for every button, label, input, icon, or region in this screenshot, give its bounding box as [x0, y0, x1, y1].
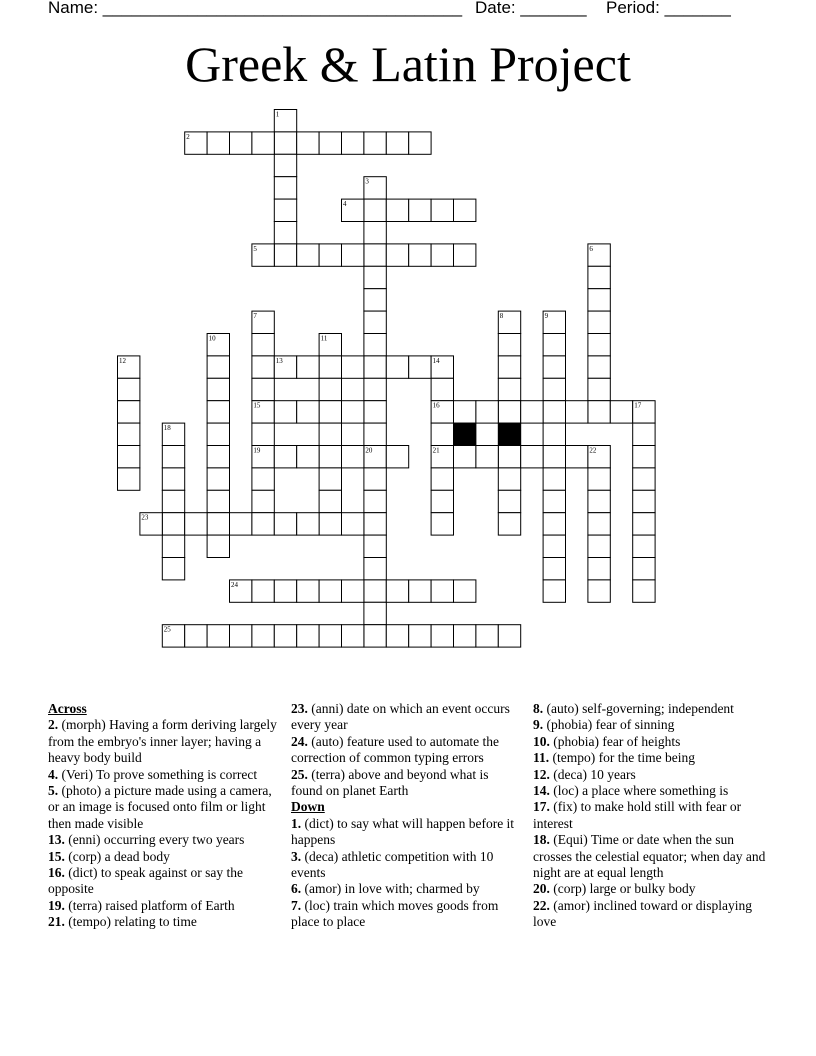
crossword-cell[interactable] — [633, 558, 655, 580]
crossword-cell[interactable] — [386, 356, 408, 378]
crossword-cell[interactable] — [364, 401, 386, 423]
crossword-cell[interactable] — [319, 244, 341, 266]
crossword-cell[interactable] — [207, 535, 229, 557]
crossword-cell[interactable] — [364, 602, 386, 624]
crossword-cell[interactable] — [364, 334, 386, 356]
crossword-cell[interactable] — [319, 490, 341, 512]
down-clue — [533, 881, 768, 897]
crossword-cell[interactable] — [431, 513, 453, 535]
clue-number: 8. — [533, 701, 544, 716]
crossword-cell[interactable] — [633, 580, 655, 602]
clue-number: 23. — [291, 701, 308, 716]
crossword-cell[interactable] — [364, 132, 386, 154]
down-clue — [533, 750, 768, 766]
clue-number-label: 21 — [432, 446, 440, 455]
crossword-cell[interactable] — [274, 244, 296, 266]
clue-number-label: 4 — [343, 200, 347, 209]
crossword-cell[interactable] — [588, 311, 610, 333]
crossword-cell[interactable] — [454, 580, 476, 602]
clue-text: (amor) in love with; charmed by — [301, 881, 480, 897]
clue-number: 3. — [291, 848, 302, 864]
crossword-cell[interactable] — [633, 490, 655, 512]
clue-number-label: 2 — [186, 132, 190, 141]
down-clue — [291, 898, 523, 931]
clue-number-label: 19 — [253, 446, 261, 455]
crossword-cell[interactable] — [342, 580, 364, 602]
crossword-cell[interactable] — [319, 446, 341, 468]
crossword-cell[interactable] — [633, 535, 655, 557]
clue-number: 2. — [48, 717, 59, 733]
crossword-cell[interactable] — [364, 580, 386, 602]
clue-text: (deca) athletic competition with 10 events — [291, 848, 494, 881]
crossword-cell[interactable] — [319, 132, 341, 154]
crossword-cell[interactable] — [588, 468, 610, 490]
crossword-cell[interactable] — [543, 446, 565, 468]
crossword-cell[interactable] — [162, 490, 184, 512]
across-clue — [48, 849, 280, 865]
clue-number: 7. — [291, 897, 302, 913]
crossword-cell[interactable] — [566, 401, 588, 423]
crossword-cell[interactable] — [207, 625, 229, 647]
down-clue — [291, 881, 523, 897]
crossword-cell[interactable] — [543, 513, 565, 535]
crossword-cell[interactable] — [431, 378, 453, 400]
down-clue — [533, 898, 768, 931]
down-clue — [533, 767, 768, 783]
clue-number: 24. — [291, 733, 308, 749]
clue-number-label: 15 — [253, 401, 261, 410]
clue-number: 5. — [48, 783, 59, 799]
crossword-cell[interactable] — [274, 446, 296, 468]
crossword-cell[interactable] — [498, 356, 520, 378]
crossword-cell[interactable] — [476, 625, 498, 647]
clue-number-label: 22 — [589, 446, 597, 455]
crossword-cell[interactable] — [588, 513, 610, 535]
clue-text: (enni) occurring every two years — [64, 832, 245, 848]
crossword-cell[interactable] — [386, 446, 408, 468]
crossword-cell[interactable] — [633, 423, 655, 445]
clue-number: 6. — [291, 881, 302, 897]
clue-text: (phobia) fear of sinning — [543, 717, 675, 733]
crossword-cell[interactable] — [207, 401, 229, 423]
crossword-cell[interactable] — [543, 490, 565, 512]
clue-number-label: 8 — [499, 312, 504, 321]
clue-text: (fix) to make hold still with fear or interest — [533, 799, 742, 831]
crossword-cell[interactable] — [588, 490, 610, 512]
clue-number: 20. — [533, 881, 550, 897]
crossword-cell[interactable] — [521, 401, 543, 423]
crossword-cell[interactable] — [319, 513, 341, 535]
crossword-cell[interactable] — [162, 446, 184, 468]
clue-number: 1. — [291, 815, 302, 831]
crossword-cell[interactable] — [274, 199, 296, 221]
clue-number-label: 9 — [544, 312, 549, 321]
crossword-cell[interactable] — [364, 625, 386, 647]
crossword-cell[interactable] — [118, 446, 140, 468]
crossword-cell[interactable] — [633, 468, 655, 490]
clue-text: (phobia) fear of heights — [549, 733, 681, 749]
crossword-cell[interactable] — [364, 289, 386, 311]
crossword-cell[interactable] — [543, 378, 565, 400]
crossword-cell[interactable] — [342, 356, 364, 378]
crossword-cell[interactable] — [118, 378, 140, 400]
crossword-cell[interactable] — [297, 446, 319, 468]
crossword-cell[interactable] — [297, 132, 319, 154]
crossword-cell[interactable] — [543, 401, 565, 423]
crossword-cell[interactable] — [252, 468, 274, 490]
clue-number: 17. — [533, 799, 550, 815]
clue-number: 19. — [48, 897, 65, 913]
clue-number: 14. — [533, 783, 550, 799]
crossword-cell[interactable] — [364, 222, 386, 244]
crossword-cell[interactable] — [498, 334, 520, 356]
crossword-cell[interactable] — [386, 580, 408, 602]
crossword-cell[interactable] — [454, 244, 476, 266]
crossword-cell[interactable] — [498, 446, 520, 468]
date-field[interactable]: Date: _______ — [475, 0, 587, 17]
clue-text: (morph) Having a form deriving largely from the embryo's inner layer; having a heavy body build — [48, 717, 277, 766]
crossword-cell[interactable] — [185, 513, 207, 535]
clue-number-label: 20 — [365, 446, 373, 455]
crossword-cell[interactable] — [274, 580, 296, 602]
crossword-cell[interactable] — [566, 446, 588, 468]
crossword-cell[interactable] — [409, 580, 431, 602]
clue-number-label: 10 — [208, 334, 216, 343]
crossword-cell[interactable] — [319, 356, 341, 378]
crossword-cell[interactable] — [252, 356, 274, 378]
across-clue — [48, 717, 280, 766]
crossword-cell[interactable] — [162, 558, 184, 580]
clue-text: (loc) train which moves goods from place to place — [291, 897, 499, 930]
clue-text: (photo) a picture made using a camera, or an image is focused onto film or light then made visible — [48, 783, 272, 831]
clue-number-label: 24 — [231, 580, 238, 589]
crossword-cell[interactable] — [319, 378, 341, 400]
crossword-cell[interactable] — [364, 423, 386, 445]
down-clue — [533, 734, 768, 750]
crossword-cell[interactable] — [364, 535, 386, 557]
clue-text: (tempo) for the time being — [549, 750, 695, 766]
crossword-cell[interactable] — [319, 468, 341, 490]
crossword-cell[interactable] — [543, 558, 565, 580]
clue-number: 25. — [291, 766, 308, 782]
down-clue — [291, 849, 523, 882]
crossword-cell[interactable] — [476, 446, 498, 468]
crossword-cell[interactable] — [252, 378, 274, 400]
across-heading: Across — [48, 701, 87, 716]
clue-number-label: 17 — [634, 401, 642, 410]
clue-column-3 — [533, 701, 768, 931]
crossword-cell[interactable] — [252, 334, 274, 356]
crossword-cell[interactable] — [252, 580, 274, 602]
clue-column-1 — [48, 701, 280, 931]
crossword-cell[interactable] — [230, 625, 252, 647]
crossword-cell[interactable] — [498, 490, 520, 512]
clue-text: (loc) a place where something is — [549, 783, 729, 799]
crossword-cell[interactable] — [431, 244, 453, 266]
across-clue — [48, 832, 280, 848]
clue-number-label: 11 — [320, 334, 328, 343]
crossword-cell[interactable] — [118, 401, 140, 423]
crossword-cell[interactable] — [364, 199, 386, 221]
crossword-cell[interactable] — [431, 199, 453, 221]
crossword-cell[interactable] — [207, 468, 229, 490]
crossword-cell[interactable] — [185, 625, 207, 647]
crossword-cell[interactable] — [409, 199, 431, 221]
crossword-cell[interactable] — [274, 401, 296, 423]
clue-text: (auto) self-governing; independent — [543, 701, 734, 716]
crossword-cell[interactable] — [274, 222, 296, 244]
clue-number: 10. — [533, 733, 550, 749]
crossword-cell[interactable] — [543, 356, 565, 378]
clue-number: 4. — [48, 766, 59, 782]
crossword-cell[interactable] — [342, 132, 364, 154]
clue-number-label: 1 — [275, 110, 280, 119]
crossword-cell[interactable] — [342, 401, 364, 423]
down-clue — [533, 701, 768, 717]
across-clue — [48, 865, 280, 898]
clue-text: (deca) 10 years — [549, 766, 636, 782]
crossword-cell[interactable] — [431, 490, 453, 512]
clue-text: (auto) feature used to automate the correction of common typing errors — [291, 733, 500, 766]
crossword-cell[interactable] — [207, 132, 229, 154]
clue-text: (dict) to speak against or say the opposite — [48, 865, 243, 897]
crossword-cell[interactable] — [364, 356, 386, 378]
crossword-cell[interactable] — [364, 266, 386, 288]
crossword-cell[interactable] — [543, 535, 565, 557]
crossword-cell[interactable] — [498, 468, 520, 490]
crossword-cell[interactable] — [297, 625, 319, 647]
crossword-cell[interactable] — [588, 401, 610, 423]
crossword-cell[interactable] — [162, 513, 184, 535]
page-title: Greek & Latin Project — [185, 36, 631, 92]
crossword-cell[interactable] — [588, 535, 610, 557]
crossword-cell[interactable] — [207, 446, 229, 468]
clue-number-label: 23 — [141, 513, 149, 522]
clue-number-label: 18 — [163, 424, 171, 433]
across-clue — [291, 701, 523, 734]
crossword-cell[interactable] — [297, 244, 319, 266]
down-clue — [533, 783, 768, 799]
crossword-cell[interactable] — [364, 468, 386, 490]
clue-text: (corp) large or bulky body — [549, 881, 696, 897]
crossword-cell[interactable] — [521, 446, 543, 468]
clue-number: 22. — [533, 897, 550, 913]
crossword-cell[interactable] — [476, 401, 498, 423]
crossword-cell[interactable] — [588, 378, 610, 400]
clue-number: 9. — [533, 717, 544, 733]
across-clue — [291, 767, 523, 800]
across-clue — [48, 783, 280, 832]
crossword-cell[interactable] — [409, 356, 431, 378]
crossword-cell[interactable] — [207, 356, 229, 378]
period-field[interactable]: Period: _______ — [606, 0, 731, 17]
clue-number-label: 5 — [253, 244, 257, 253]
clue-text: (corp) a dead body — [64, 848, 170, 864]
clue-number: 16. — [48, 865, 65, 881]
clue-number-label: 13 — [275, 356, 283, 365]
down-heading: Down — [291, 799, 325, 815]
crossword-cell[interactable] — [498, 401, 520, 423]
crossword-cell[interactable] — [342, 446, 364, 468]
black-square — [454, 423, 476, 445]
clue-number-label: 14 — [432, 356, 440, 365]
crossword-cell[interactable] — [342, 625, 364, 647]
crossword-cell[interactable] — [230, 132, 252, 154]
crossword-cell[interactable] — [543, 423, 565, 445]
clue-number: 15. — [48, 848, 65, 864]
clue-text: (anni) date on which an event occurs every year — [291, 701, 510, 733]
crossword-cell[interactable] — [431, 423, 453, 445]
crossword-cell[interactable] — [386, 244, 408, 266]
crossword-cell[interactable] — [498, 378, 520, 400]
crossword-cell[interactable] — [364, 513, 386, 535]
clue-number-label: 7 — [253, 312, 257, 321]
crossword-cell[interactable] — [297, 401, 319, 423]
clue-text: (tempo) relating to time — [64, 914, 197, 930]
crossword-cell[interactable] — [633, 513, 655, 535]
crossword-cell[interactable] — [409, 132, 431, 154]
clue-text: (terra) above and beyond what is found on planet Earth — [291, 766, 489, 799]
clue-number: 18. — [533, 832, 550, 848]
clue-number-label: 25 — [163, 625, 171, 634]
clue-number: 13. — [48, 832, 65, 848]
clue-number-label: 6 — [589, 244, 593, 253]
across-clue — [48, 898, 280, 914]
down-clue — [533, 832, 768, 881]
crossword-cell[interactable] — [252, 132, 274, 154]
crossword-cell[interactable] — [543, 334, 565, 356]
down-clue — [533, 717, 768, 733]
crossword-cell[interactable] — [431, 468, 453, 490]
crossword-cell[interactable] — [610, 401, 632, 423]
crossword-cell[interactable] — [498, 513, 520, 535]
crossword-cell[interactable] — [454, 401, 476, 423]
crossword-cell[interactable] — [207, 513, 229, 535]
crossword-cell[interactable] — [588, 356, 610, 378]
crossword-cell[interactable] — [230, 513, 252, 535]
crossword-cell[interactable] — [274, 154, 296, 176]
down-clue — [291, 816, 523, 849]
crossword-cell[interactable] — [297, 356, 319, 378]
crossword-cell[interactable] — [633, 446, 655, 468]
crossword-cell[interactable] — [207, 423, 229, 445]
clue-number-label: 12 — [119, 356, 126, 365]
crossword-cell[interactable] — [274, 177, 296, 199]
crossword-cell[interactable] — [386, 199, 408, 221]
crossword-cell[interactable] — [409, 625, 431, 647]
crossword-cell[interactable] — [409, 244, 431, 266]
crossword-cell[interactable] — [252, 490, 274, 512]
crossword-cell[interactable] — [252, 423, 274, 445]
clue-number: 21. — [48, 914, 65, 930]
crossword-cell[interactable] — [588, 266, 610, 288]
crossword-cell[interactable] — [118, 468, 140, 490]
clue-column-2 — [291, 701, 523, 931]
crossword-cell[interactable] — [386, 625, 408, 647]
crossword-cell[interactable] — [498, 625, 520, 647]
crossword-cell[interactable] — [207, 490, 229, 512]
crossword-cell[interactable] — [319, 401, 341, 423]
crossword-cell[interactable] — [274, 132, 296, 154]
crossword-cell[interactable] — [454, 446, 476, 468]
crossword-cell[interactable] — [319, 423, 341, 445]
across-clue — [48, 767, 280, 783]
crossword-cell[interactable] — [162, 535, 184, 557]
black-square — [498, 423, 520, 445]
crossword-cell[interactable] — [588, 334, 610, 356]
name-field[interactable]: Name: ______________________________________ — [48, 0, 463, 17]
crossword-cell[interactable] — [297, 580, 319, 602]
clue-text: (terra) raised platform of Earth — [64, 897, 235, 913]
clue-number: 12. — [533, 766, 550, 782]
clue-number-label: 3 — [365, 177, 369, 186]
crossword-cell[interactable] — [118, 423, 140, 445]
crossword-cell[interactable] — [588, 580, 610, 602]
across-clue — [48, 914, 280, 930]
down-clue — [533, 799, 768, 832]
clue-text: (amor) inclined toward or displaying love — [533, 897, 752, 930]
crossword-cell[interactable] — [588, 289, 610, 311]
crossword-cell[interactable] — [319, 580, 341, 602]
clue-number-label: 16 — [432, 401, 440, 410]
crossword-cell[interactable] — [454, 625, 476, 647]
crossword-cell[interactable] — [431, 580, 453, 602]
crossword-cell[interactable] — [342, 244, 364, 266]
crossword-cell[interactable] — [162, 468, 184, 490]
crossword-cell[interactable] — [364, 378, 386, 400]
crossword-cell[interactable] — [342, 513, 364, 535]
crossword-cell[interactable] — [431, 625, 453, 647]
crossword-cell[interactable] — [588, 558, 610, 580]
clue-number: 11. — [533, 750, 550, 766]
crossword-cell[interactable] — [454, 199, 476, 221]
crossword-cell[interactable] — [297, 513, 319, 535]
crossword-cell[interactable] — [207, 378, 229, 400]
crossword-cell[interactable] — [274, 625, 296, 647]
crossword-cell[interactable] — [364, 311, 386, 333]
crossword-cell[interactable] — [252, 513, 274, 535]
crossword-cell[interactable] — [543, 580, 565, 602]
crossword-cell[interactable] — [364, 490, 386, 512]
crossword-cell[interactable] — [386, 132, 408, 154]
crossword-cell[interactable] — [274, 513, 296, 535]
crossword-cell[interactable] — [364, 244, 386, 266]
crossword-cell[interactable] — [252, 625, 274, 647]
clue-text: (Equi) Time or date when the sun crosses the celestial equator; when day and night are at equal length — [533, 832, 766, 881]
across-clue — [291, 734, 523, 767]
clue-text: (Veri) To prove something is correct — [58, 766, 258, 782]
crossword-cell[interactable] — [543, 468, 565, 490]
clue-text: (dict) to say what will happen before it happens — [291, 815, 515, 848]
crossword-cell[interactable] — [319, 625, 341, 647]
crossword-cell[interactable] — [364, 558, 386, 580]
